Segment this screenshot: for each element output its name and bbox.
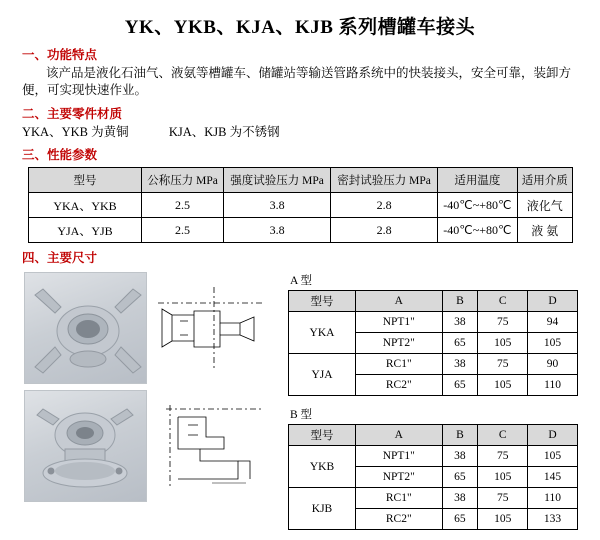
spec-header-cell: 适用温度 bbox=[438, 168, 517, 193]
dim-cell: 105 bbox=[478, 333, 528, 354]
dim-cell: 110 bbox=[528, 375, 578, 396]
drawing-b-art bbox=[154, 391, 274, 501]
dim-model-cell: YKA bbox=[289, 312, 356, 354]
dim-cell: 105 bbox=[478, 375, 528, 396]
dim-cell: NPT1" bbox=[356, 446, 443, 467]
dim-header-cell: D bbox=[528, 425, 578, 446]
dim-cell: NPT2" bbox=[356, 333, 443, 354]
technical-drawing-b bbox=[153, 390, 274, 502]
dim-cell: 75 bbox=[478, 446, 528, 467]
dim-model-cell: YJA bbox=[289, 354, 356, 396]
material-text-a: YKA、YKB 为黄铜 bbox=[22, 125, 129, 139]
table-row bbox=[289, 446, 578, 467]
spec-header-cell: 强度试验压力 MPa bbox=[224, 168, 331, 193]
dim-model-cell: KJB bbox=[289, 488, 356, 530]
table-row bbox=[29, 218, 573, 243]
dim-cell: 65 bbox=[442, 375, 478, 396]
dim-cell: 90 bbox=[528, 354, 578, 375]
dim-cell: 105 bbox=[528, 446, 578, 467]
spec-cell: 2.5 bbox=[142, 218, 224, 243]
dim-header-cell: B bbox=[442, 425, 478, 446]
table-row bbox=[289, 488, 578, 509]
dim-cell: 105 bbox=[478, 509, 528, 530]
dim-cell: RC2" bbox=[356, 509, 443, 530]
dim-header-cell: B bbox=[442, 291, 478, 312]
dim-cell: 75 bbox=[478, 354, 528, 375]
dim-cell: 38 bbox=[442, 446, 478, 467]
page-title: YK、YKB、KJA、KJB 系列槽罐车接头 bbox=[124, 17, 476, 38]
spec-cell: 2.8 bbox=[331, 193, 438, 218]
spec-cell: 液 氨 bbox=[517, 218, 572, 243]
section-heading-material: 二、主要零件材质 bbox=[22, 107, 123, 121]
table-row bbox=[289, 354, 578, 375]
dim-table-label-b: B 型 bbox=[290, 409, 313, 421]
spec-cell: YKA、YKB bbox=[29, 193, 142, 218]
dim-table-label-a: A 型 bbox=[290, 275, 313, 287]
table-header-row bbox=[29, 168, 573, 193]
dim-cell: 105 bbox=[528, 333, 578, 354]
technical-drawing-a bbox=[153, 272, 274, 384]
dim-cell: NPT2" bbox=[356, 467, 443, 488]
dim-cell: 105 bbox=[478, 467, 528, 488]
material-text-b: KJA、KJB 为不锈钢 bbox=[168, 125, 280, 139]
photo-row-a bbox=[24, 272, 274, 384]
dim-cell: 110 bbox=[528, 488, 578, 509]
coupling-photo-b-art bbox=[25, 391, 147, 501]
product-photo-a bbox=[24, 272, 147, 384]
table-row bbox=[289, 312, 578, 333]
dim-cell: 38 bbox=[442, 312, 478, 333]
dim-cell: 145 bbox=[528, 467, 578, 488]
section-heading-performance: 三、性能参数 bbox=[22, 148, 98, 162]
spec-header-cell: 密封试验压力 MPa bbox=[331, 168, 438, 193]
spec-cell: 液化气 bbox=[517, 193, 572, 218]
drawing-a-art bbox=[154, 273, 274, 383]
dim-header-cell: C bbox=[478, 425, 528, 446]
dim-header-cell: A bbox=[356, 291, 443, 312]
coupling-photo-a-art bbox=[25, 273, 147, 383]
dim-cell: 94 bbox=[528, 312, 578, 333]
document-page bbox=[0, 12, 600, 528]
dimension-tables-column bbox=[288, 272, 580, 540]
spec-cell: 2.5 bbox=[142, 193, 224, 218]
dim-header-cell: A bbox=[356, 425, 443, 446]
spec-cell: -40℃~+80℃ bbox=[438, 193, 517, 218]
spec-header-cell: 适用介质 bbox=[517, 168, 572, 193]
features-paragraph: 该产品是液化石油气、液氨等槽罐车、储罐站等输送管路系统中的快装接头，安全可靠，装卸方便，可实现快速作业。 bbox=[22, 66, 572, 97]
dim-cell: RC1" bbox=[356, 488, 443, 509]
dim-cell: 75 bbox=[478, 312, 528, 333]
dim-cell: 65 bbox=[442, 467, 478, 488]
section-heading-dimensions: 四、主要尺寸 bbox=[22, 251, 98, 265]
dim-cell: NPT1" bbox=[356, 312, 443, 333]
dim-header-cell: 型号 bbox=[289, 425, 356, 446]
dim-cell: 65 bbox=[442, 509, 478, 530]
dim-header-cell: D bbox=[528, 291, 578, 312]
dimensions-section bbox=[0, 272, 600, 525]
dim-header-cell: 型号 bbox=[289, 291, 356, 312]
dimension-table-a bbox=[288, 290, 578, 396]
dim-cell: 38 bbox=[442, 354, 478, 375]
table-header-row bbox=[289, 425, 578, 446]
spec-cell: 3.8 bbox=[224, 193, 331, 218]
dim-cell: 65 bbox=[442, 333, 478, 354]
material-line bbox=[22, 124, 600, 140]
dim-model-cell: YKB bbox=[289, 446, 356, 488]
dim-cell: 75 bbox=[478, 488, 528, 509]
performance-table bbox=[28, 167, 573, 243]
dim-cell: 133 bbox=[528, 509, 578, 530]
spec-cell: 3.8 bbox=[224, 218, 331, 243]
spec-cell: -40℃~+80℃ bbox=[438, 218, 517, 243]
dim-cell: 38 bbox=[442, 488, 478, 509]
table-header-row bbox=[289, 291, 578, 312]
dimension-table-b bbox=[288, 424, 578, 530]
dim-header-cell: C bbox=[478, 291, 528, 312]
product-photo-b bbox=[24, 390, 147, 502]
image-column bbox=[24, 272, 274, 508]
spec-header-cell: 型号 bbox=[29, 168, 142, 193]
photo-row-b bbox=[24, 390, 274, 502]
table-row bbox=[29, 193, 573, 218]
dim-cell: RC1" bbox=[356, 354, 443, 375]
spec-cell: 2.8 bbox=[331, 218, 438, 243]
spec-cell: YJA、YJB bbox=[29, 218, 142, 243]
spec-header-cell: 公称压力 MPa bbox=[142, 168, 224, 193]
section-heading-features: 一、功能特点 bbox=[22, 48, 98, 62]
dim-cell: RC2" bbox=[356, 375, 443, 396]
